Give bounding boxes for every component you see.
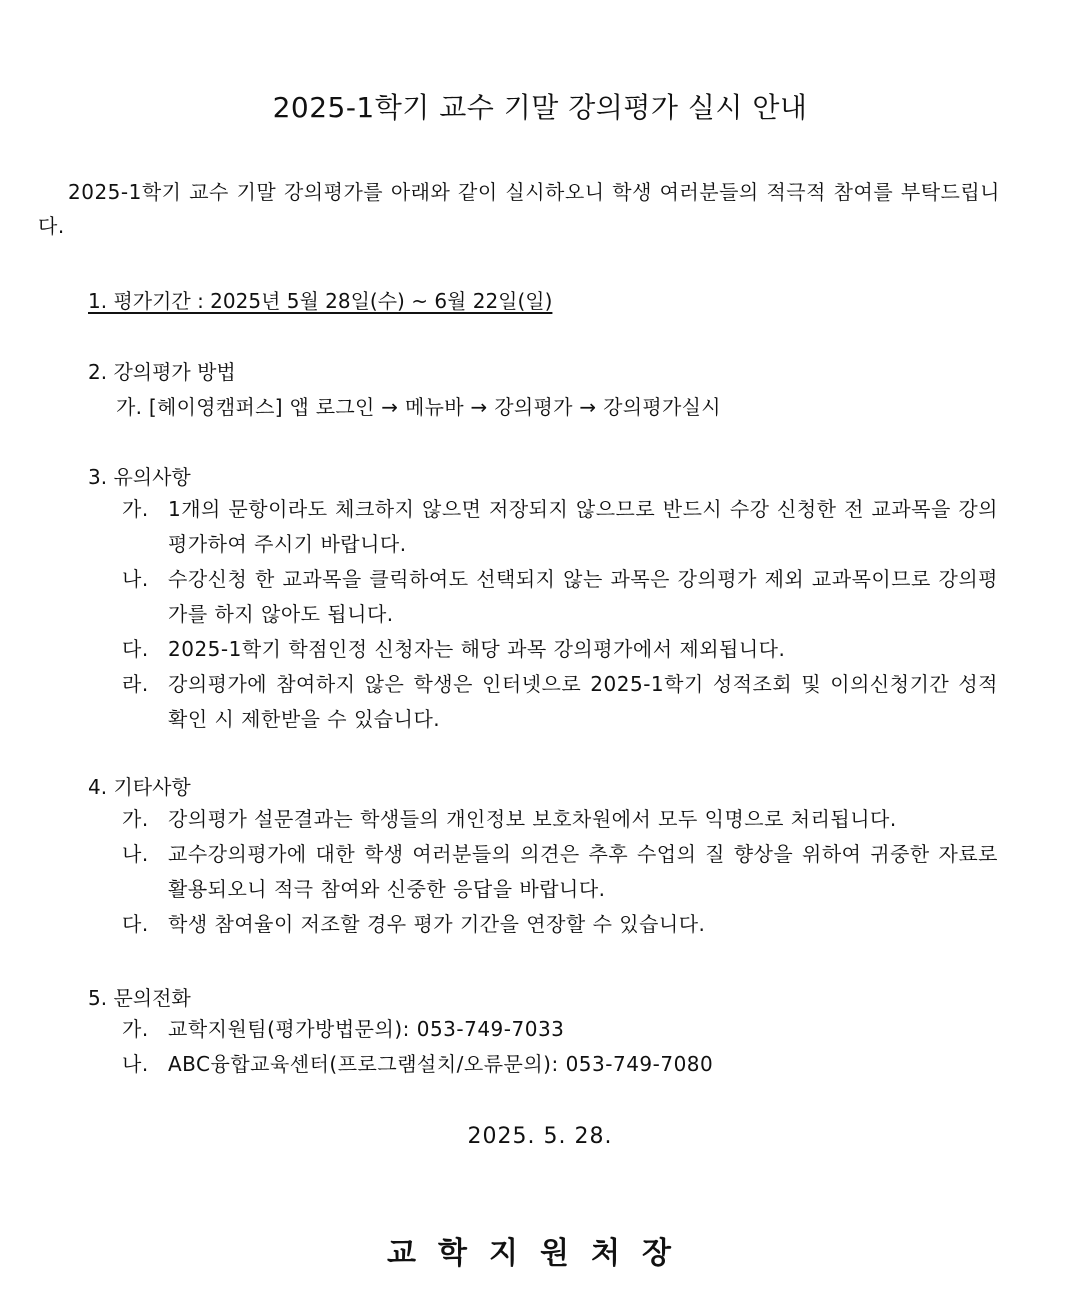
- contact-item-1: [122, 1012, 998, 1047]
- method-steps: 가. [헤이영캠퍼스] 앱 로그인 → 메뉴바 → 강의평가 → 강의평가실시: [116, 395, 721, 419]
- period-text: 1. 평가기간 : 2025년 5월 28일(수) ~ 6월 22일(일): [88, 289, 553, 313]
- item-marker: 가.: [122, 1017, 149, 1041]
- section-method-heading: 2. 강의평가 방법: [88, 360, 236, 384]
- item-marker: 나.: [122, 567, 149, 591]
- document-title: 2025-1학기 교수 기말 강의평가 실시 안내: [272, 91, 808, 124]
- document-date: 2025. 5. 28.: [467, 1124, 613, 1149]
- item-text: 교수강의평가에 대한 학생 여러분들의 의견은 추후 수업의 질 향상을 위하여 귀중한 자료로 활용되오니 적극 참여와 신중한 응답을 바랍니다.: [168, 842, 998, 901]
- section-contact-heading: 5. 문의전화: [88, 986, 191, 1010]
- contact-item-2: [122, 1047, 998, 1082]
- section-notes-heading: 3. 유의사항: [88, 465, 191, 489]
- section-others-heading: 4. 기타사항: [88, 775, 191, 799]
- item-text: 1개의 문항이라도 체크하지 않으면 저장되지 않으므로 반드시 수강 신청한 전 교과목을 강의 평가하여 주시기 바랍니다.: [168, 497, 998, 556]
- others-item-1: [122, 802, 998, 837]
- others-item-3: [122, 907, 998, 942]
- item-text: ABC융합교육센터(프로그램설치/오류문의): 053-749-7080: [168, 1052, 714, 1076]
- item-text: 교학지원팀(평가방법문의): 053-749-7033: [168, 1017, 565, 1041]
- item-text: 강의평가에 참여하지 않은 학생은 인터넷으로 2025-1학기 성적조회 및 이의신청기간 성적 확인 시 제한받을 수 있습니다.: [168, 672, 998, 731]
- notes-item-2: [122, 562, 998, 632]
- item-marker: 다.: [122, 912, 149, 936]
- notes-item-1: [122, 492, 998, 562]
- item-marker: 나.: [122, 842, 149, 866]
- notes-item-4: [122, 667, 998, 737]
- notes-item-3: [122, 632, 998, 667]
- item-text: 학생 참여율이 저조할 경우 평가 기간을 연장할 수 있습니다.: [168, 912, 706, 936]
- signer-name: 교학지원처장: [387, 1236, 693, 1271]
- item-marker: 라.: [122, 672, 149, 696]
- item-text: 2025-1학기 학점인정 신청자는 해당 과목 강의평가에서 제외됩니다.: [168, 637, 786, 661]
- item-marker: 나.: [122, 1052, 149, 1076]
- intro-paragraph: 2025-1학기 교수 기말 강의평가를 아래와 같이 실시하오니 학생 여러분들의 적극적 참여를 부탁드립니다.: [38, 180, 1000, 238]
- item-text: 강의평가 설문결과는 학생들의 개인정보 보호차원에서 모두 익명으로 처리됩니다.: [168, 807, 897, 831]
- item-marker: 다.: [122, 637, 149, 661]
- others-item-2: [122, 837, 998, 907]
- item-marker: 가.: [122, 497, 149, 521]
- section-period-heading: [88, 285, 552, 314]
- item-text: 수강신청 한 교과목을 클릭하여도 선택되지 않는 과목은 강의평가 제외 교과목이므로 강의평가를 하지 않아도 됩니다.: [168, 567, 998, 626]
- item-marker: 가.: [122, 807, 149, 831]
